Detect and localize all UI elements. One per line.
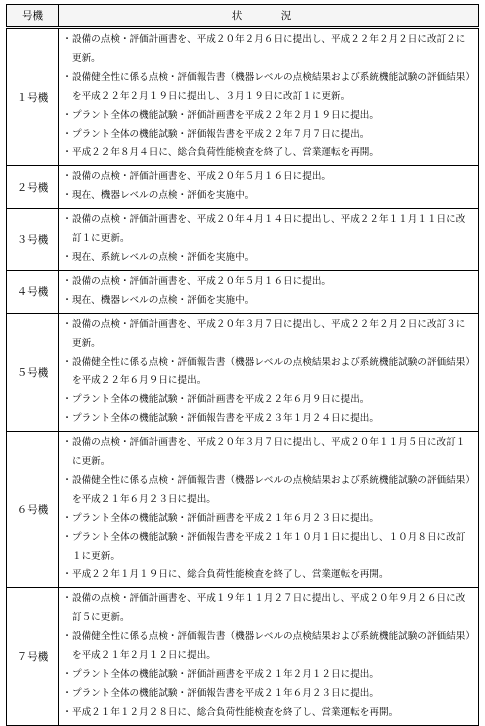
bullet-icon: ・ [62, 251, 72, 263]
status-item [62, 292, 474, 311]
bullet-icon: ・ [62, 34, 72, 45]
status-cell [59, 28, 479, 166]
header-row [7, 5, 479, 28]
status-item-text: 設備健全性に係る点検・評価報告書（機器レベルの点検結果および系統機能試験の評価結果）を平成２１年２月１２日に提出。 [72, 631, 471, 662]
status-item-text: プラント全体の機能試験・評価報告書を平成２２年７月７日に提出。 [72, 128, 370, 140]
bullet-icon: ・ [62, 147, 72, 159]
status-item [62, 529, 474, 567]
status-item-text: プラント全体の機能試験・評価計画書を平成２１年６月２３日に提出。 [72, 512, 379, 524]
status-item [62, 126, 474, 145]
status-item-text: 設備の点検・評価計画書を、平成２０年５月１６日に提出。 [72, 275, 332, 287]
status-item [62, 666, 474, 685]
bullet-icon: ・ [62, 413, 72, 425]
status-item-text: 現在、系統レベルの点検・評価を実施中。 [72, 251, 255, 263]
table-row [7, 588, 479, 725]
status-item-text: 設備の点検・評価計画書を、平成２０年３月７日に提出し、平成２０年１１月５日に改訂１に更新。 [72, 437, 466, 468]
status-item-text: 設備の点検・評価計画書を、平成２０年５月１６日に提出。 [72, 171, 332, 183]
status-item [62, 168, 474, 187]
bullet-icon: ・ [62, 171, 72, 183]
table-row [7, 432, 479, 588]
status-item [62, 472, 474, 510]
bullet-icon: ・ [62, 190, 72, 202]
table-row [7, 28, 479, 166]
status-item [62, 316, 474, 354]
status-item [62, 410, 474, 429]
status-item-text: 平成２１年１２月２８日に、総合負荷性能検査を終了し、営業運転を再開。 [72, 706, 399, 718]
status-item-text: 平成２２年８月４日に、総合負荷性能検査を終了し、営業運転を再開。 [72, 147, 379, 159]
status-item [62, 510, 474, 529]
status-cell [59, 270, 479, 313]
unit-cell: ３号機 [7, 209, 59, 271]
table-body [7, 28, 479, 726]
bullet-icon: ・ [62, 669, 72, 680]
status-item-text: 設備健全性に係る点検・評価報告書（機器レベルの点検結果および系統機能試験の評価結果）を平成２２年６月９日に提出。 [72, 356, 471, 387]
table-row [7, 313, 479, 431]
status-cell [59, 313, 479, 431]
bullet-icon: ・ [62, 294, 72, 306]
status-table [6, 4, 479, 726]
bullet-icon: ・ [62, 318, 72, 330]
status-item [62, 249, 474, 268]
status-item-text: 設備の点検・評価計画書を、平成２０年３月７日に提出し、平成２２年２月２日に改訂３に更新。 [72, 318, 466, 349]
status-item-text: プラント全体の機能試験・評価報告書を平成２３年１月２４日に提出。 [72, 413, 379, 425]
table-row [7, 270, 479, 313]
bullet-icon: ・ [62, 275, 72, 287]
status-item [62, 211, 474, 249]
bullet-icon: ・ [62, 631, 72, 643]
status-item [62, 69, 474, 107]
status-item-text: 設備の点検・評価計画書を、平成２０年２月６日に提出し、平成２２年２月２日に改訂２に更新。 [72, 34, 466, 64]
status-item [62, 434, 474, 472]
status-item-text: プラント全体の機能試験・評価計画書を平成２２年２月１９日に提出。 [72, 109, 379, 121]
status-item [62, 107, 474, 126]
status-item-text: 設備の点検・評価計画書を、平成２０年４月１４日に提出し、平成２２年１１月１１日に改訂１に更新。 [72, 214, 466, 245]
status-item [62, 685, 474, 704]
unit-cell: ２号機 [7, 166, 59, 209]
status-item-text: 平成２２年１月１９日に、総合負荷性能検査を終了し、営業運転を再開。 [72, 569, 389, 581]
status-item-text: プラント全体の機能試験・評価計画書を平成２１年２月１２日に提出。 [72, 669, 379, 680]
unit-cell: ４号機 [7, 270, 59, 313]
status-item [62, 628, 474, 666]
status-item [62, 273, 474, 292]
status-item-text: 現在、機器レベルの点検・評価を実施中。 [72, 190, 255, 202]
bullet-icon: ・ [62, 394, 72, 406]
status-item [62, 187, 474, 206]
bullet-icon: ・ [62, 109, 72, 121]
bullet-icon: ・ [62, 531, 72, 543]
unit-cell: ５号機 [7, 313, 59, 431]
bullet-icon: ・ [62, 214, 72, 226]
table-row [7, 166, 479, 209]
status-item [62, 590, 474, 628]
status-item-text: プラント全体の機能試験・評価報告書を平成２１年６月２３日に提出。 [72, 687, 379, 699]
bullet-icon: ・ [62, 569, 72, 581]
unit-cell: ６号機 [7, 432, 59, 588]
status-item [62, 354, 474, 392]
status-item-text: 設備健全性に係る点検・評価報告書（機器レベルの点検結果および系統機能試験の評価結果）を平成２２年２月１９日に提出し、３月１９日に改訂１に更新。 [72, 71, 471, 102]
bullet-icon: ・ [62, 593, 72, 605]
status-cell [59, 588, 479, 725]
unit-cell: １号機 [7, 28, 59, 166]
status-item [62, 31, 474, 69]
status-cell [59, 432, 479, 588]
table-row [7, 209, 479, 271]
status-item [62, 566, 474, 585]
status-item [62, 144, 474, 163]
status-cell [59, 209, 479, 271]
bullet-icon: ・ [62, 71, 72, 83]
status-item-text: プラント全体の機能試験・評価計画書を平成２２年６月９日に提出。 [72, 394, 370, 406]
status-table-container [6, 4, 479, 726]
status-item-text: プラント全体の機能試験・評価報告書を平成２１年１０月１日に提出し、１０月８日に改訂１に更新。 [72, 531, 466, 562]
status-item [62, 704, 474, 723]
status-cell [59, 166, 479, 209]
header-status: 状 況 [59, 5, 479, 28]
header-unit: 号機 [7, 5, 59, 28]
status-item-text: 設備健全性に係る点検・評価報告書（機器レベルの点検結果および系統機能試験の評価結果）を平成２１年６月２３日に提出。 [72, 474, 471, 505]
status-item-text: 現在、機器レベルの点検・評価を実施中。 [72, 294, 255, 306]
status-item-text: 設備の点検・評価計画書を、平成１９年１１月２７日に提出し、平成２０年９月２６日に改訂５に更新。 [72, 593, 466, 624]
bullet-icon: ・ [62, 128, 72, 140]
bullet-icon: ・ [62, 512, 72, 524]
bullet-icon: ・ [62, 687, 72, 699]
bullet-icon: ・ [62, 706, 72, 718]
bullet-icon: ・ [62, 437, 72, 449]
bullet-icon: ・ [62, 474, 72, 486]
bullet-icon: ・ [62, 356, 72, 368]
status-item [62, 391, 474, 410]
unit-cell: ７号機 [7, 588, 59, 725]
